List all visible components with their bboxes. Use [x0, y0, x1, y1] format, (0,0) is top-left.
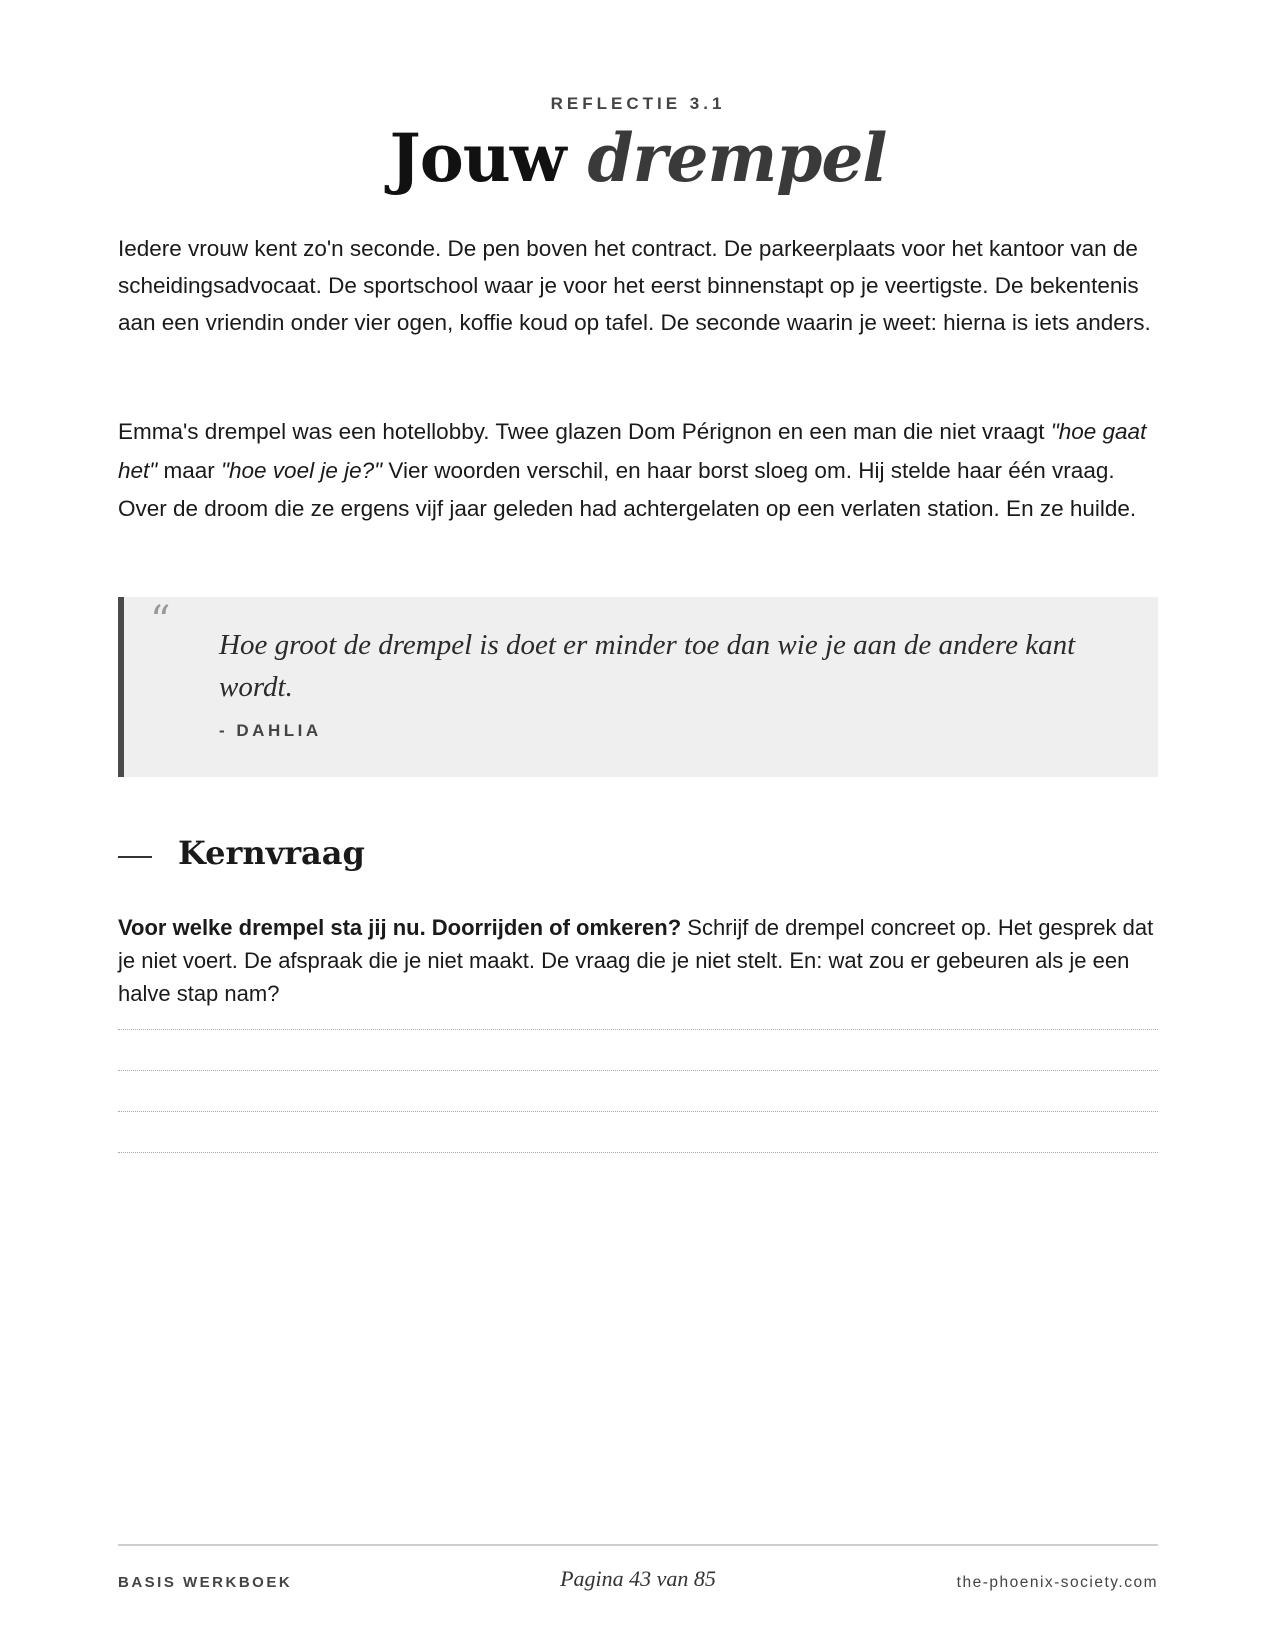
quote-text: Hoe groot de drempel is doet er minder toe dan wie je aan de andere kant wordt.: [219, 629, 1076, 703]
worksheet-page: [118, 0, 1158, 1650]
page-title: [118, 118, 1158, 198]
section-dash: [118, 856, 152, 858]
footer-divider: [118, 1544, 1158, 1546]
story-quote-2: "hoe voel je je?": [221, 457, 383, 483]
footer-website: the-phoenix-society.com: [956, 1574, 1158, 1591]
answer-line[interactable]: [118, 1152, 1158, 1153]
story-text-mid: maar: [157, 457, 222, 483]
footer-page-number: Pagina 43 van 85: [560, 1566, 716, 1591]
answer-line[interactable]: [118, 1070, 1158, 1071]
quote-mark-icon: “: [150, 598, 171, 644]
quote-author: - DAHLIA: [219, 721, 322, 740]
story-paragraph: [118, 413, 1158, 529]
title-plain: Jouw: [389, 119, 566, 197]
story-text-start: Emma's drempel was een hotellobby. Twee glazen Dom Pérignon en een man die niet vraagt: [118, 419, 1051, 444]
answer-line[interactable]: [118, 1029, 1158, 1030]
story-text-end: Vier woorden verschil, en haar borst sloeg om. Hij stelde haar één vraag. Over de droom die ze ergens vijf jaar geleden had achtergelaten op een verlaten station. En ze huilde.: [118, 457, 1137, 521]
title-emphasis: drempel: [587, 119, 887, 197]
intro-paragraph: Iedere vrouw kent zo'n seconde. De pen boven het contract. De parkeerplaats voor het kantoor van de scheidingsadvocaat. De sportschool waar je voor het eerst binnenstapt op je veertigste. De bekentenis aan een vriendin onder vier ogen, koffie koud op tafel. De seconde waarin je weet: hierna is iets anders.: [118, 236, 1151, 335]
question-prompt: [118, 911, 1158, 1010]
pull-quote: [118, 597, 1158, 777]
question-bold: Voor welke drempel sta jij nu. Doorrijden of omkeren?: [118, 915, 682, 940]
footer-workbook-label: BASIS WERKBOEK: [118, 1574, 293, 1591]
section-title: Kernvraag: [178, 834, 365, 872]
story-quote-1: "hoe gaat het": [118, 419, 1147, 483]
section-eyebrow: REFLECTIE 3.1: [550, 94, 726, 113]
answer-line[interactable]: [118, 1111, 1158, 1112]
question-rest: Schrijf de drempel concreet op. Het gesprek dat je niet voert. De afspraak die je niet maakt. De vraag die je niet stelt. En: wat zou er gebeuren als je een halve stap nam?: [118, 915, 1154, 1006]
